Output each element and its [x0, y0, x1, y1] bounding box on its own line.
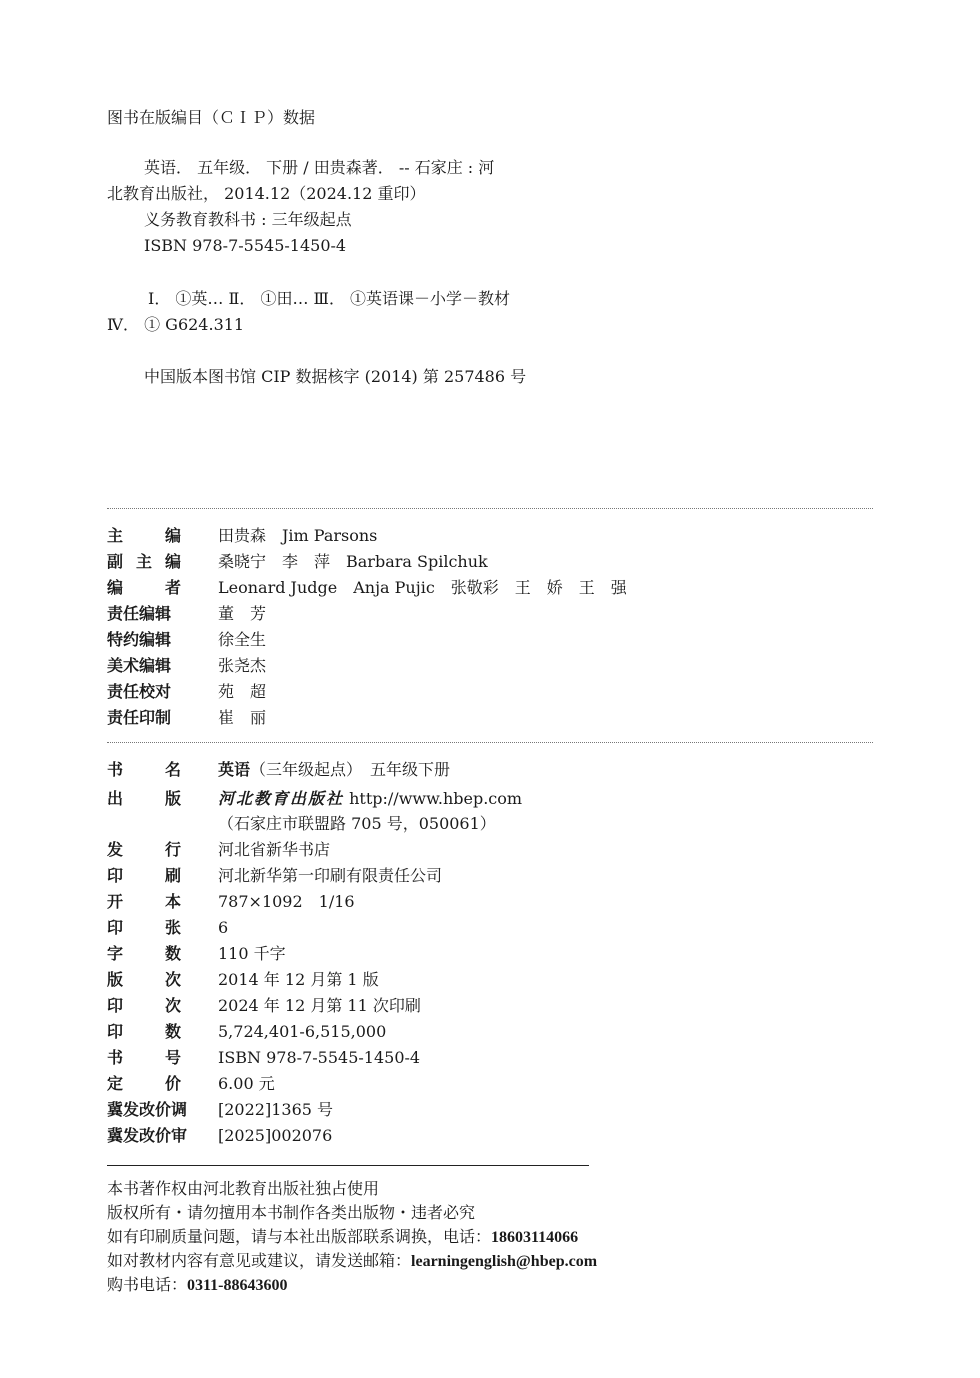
info-label-publisher: 出 版: [107, 789, 181, 808]
publisher-url: http://www.hbep.com: [349, 789, 523, 808]
info-label: 印 数: [107, 1022, 181, 1041]
info-value-publisher: [218, 786, 522, 812]
info-label: 定 价: [107, 1074, 181, 1093]
cip-line-1: 英语． 五年级． 下册 / 田贵森著． -- 石家庄 : 河: [144, 158, 495, 177]
footer-purchase-phone: 0311-88643600: [187, 1277, 288, 1294]
credit-value: 徐全生: [218, 630, 267, 649]
credit-value: 张尧杰: [218, 656, 267, 675]
info-value: 2024 年 12 月第 11 次印刷: [218, 996, 421, 1015]
credit-label: 责任校对: [107, 682, 172, 701]
cip-isbn: ISBN 978-7-5545-1450-4: [144, 236, 347, 255]
divider-dotted-middle: [107, 742, 873, 743]
footer-rights: 版权所有・请勿擅用本书制作各类出版物・违者必究: [107, 1203, 476, 1222]
info-value: 河北新华第一印刷有限责任公司: [218, 866, 443, 885]
info-value: 6: [218, 918, 229, 937]
info-value: [2025]002076: [218, 1126, 333, 1145]
info-value: 787×1092 1/16: [218, 892, 355, 911]
info-label: 字 数: [107, 944, 181, 963]
divider-solid: [107, 1165, 589, 1166]
credit-label: 责任印制: [107, 708, 172, 727]
credit-label: 副 主 编: [107, 552, 181, 571]
credit-label: 编 者: [107, 578, 181, 597]
credit-label: 特约编辑: [107, 630, 172, 649]
credit-value: 桑晓宁 李 萍 Barbara Spilchuk: [218, 552, 488, 571]
cip-line-3: 义务教育教科书 : 三年级起点: [144, 210, 352, 229]
info-label: 开 本: [107, 892, 181, 911]
credit-value: Leonard Judge Anja Pujic 张敬彩 王 娇 王 强: [218, 578, 627, 597]
footer-purchase-contact: 购书电话：0311-88643600: [107, 1275, 288, 1294]
cip-heading: 图书在版编目（ＣＩＰ）数据: [107, 108, 316, 127]
footer-copyright: 本书著作权由河北教育出版社独占使用: [107, 1179, 380, 1198]
cip-classification-2: Ⅳ． ① G624.311: [107, 315, 245, 334]
credit-label: 美术编辑: [107, 656, 172, 675]
info-value: 110 千字: [218, 944, 286, 963]
info-value: 5,724,401-6,515,000: [218, 1022, 387, 1041]
info-value-book-name: 英语（三年级起点） 五年级下册: [218, 760, 451, 779]
credit-value: 苑 超: [218, 682, 267, 701]
info-label: 印 刷: [107, 866, 181, 885]
info-label: 冀发改价调: [107, 1100, 188, 1119]
info-label: 冀发改价审: [107, 1126, 188, 1145]
credit-label: 主 编: [107, 526, 181, 545]
divider-dotted-top: [107, 508, 873, 509]
publisher-address: （石家庄市联盟路 705 号，050061）: [218, 814, 496, 833]
credit-label: 责任编辑: [107, 604, 172, 623]
credit-value: 田贵森 Jim Parsons: [218, 526, 378, 545]
info-label: 印 次: [107, 996, 181, 1015]
info-value: 河北省新华书店: [218, 840, 331, 859]
info-value: ISBN 978-7-5545-1450-4: [218, 1048, 421, 1067]
cip-classification-1: Ⅰ． ①英… Ⅱ． ①田… Ⅲ． ①英语课－小学－教材: [148, 289, 511, 308]
info-value: 6.00 元: [218, 1074, 275, 1093]
cip-record-number: 中国版本图书馆 CIP 数据核字 (2014) 第 257486 号: [144, 367, 527, 386]
credit-value: 董 芳: [218, 604, 267, 623]
footer-quality-contact: 如有印刷质量问题，请与本社出版部联系调换，电话：18603114066: [107, 1227, 579, 1246]
cip-line-2: 北教育出版社， 2014.12（2024.12 重印）: [107, 184, 426, 203]
info-value: [2022]1365 号: [218, 1100, 334, 1119]
info-label-book-name: 书 名: [107, 760, 181, 779]
publisher-logo: 河北教育出版社: [218, 789, 345, 808]
info-value: 2014 年 12 月第 1 版: [218, 970, 379, 989]
credit-value: 崔 丽: [218, 708, 267, 727]
info-label: 发 行: [107, 840, 181, 859]
footer-quality-phone: 18603114066: [491, 1229, 579, 1246]
info-label: 印 张: [107, 918, 181, 937]
info-label: 书 号: [107, 1048, 181, 1067]
footer-feedback-email: learningenglish@hbep.com: [411, 1253, 598, 1270]
footer-feedback-contact: 如对教材内容有意见或建议，请发送邮箱：learningenglish@hbep.com: [107, 1251, 598, 1270]
info-label: 版 次: [107, 970, 181, 989]
